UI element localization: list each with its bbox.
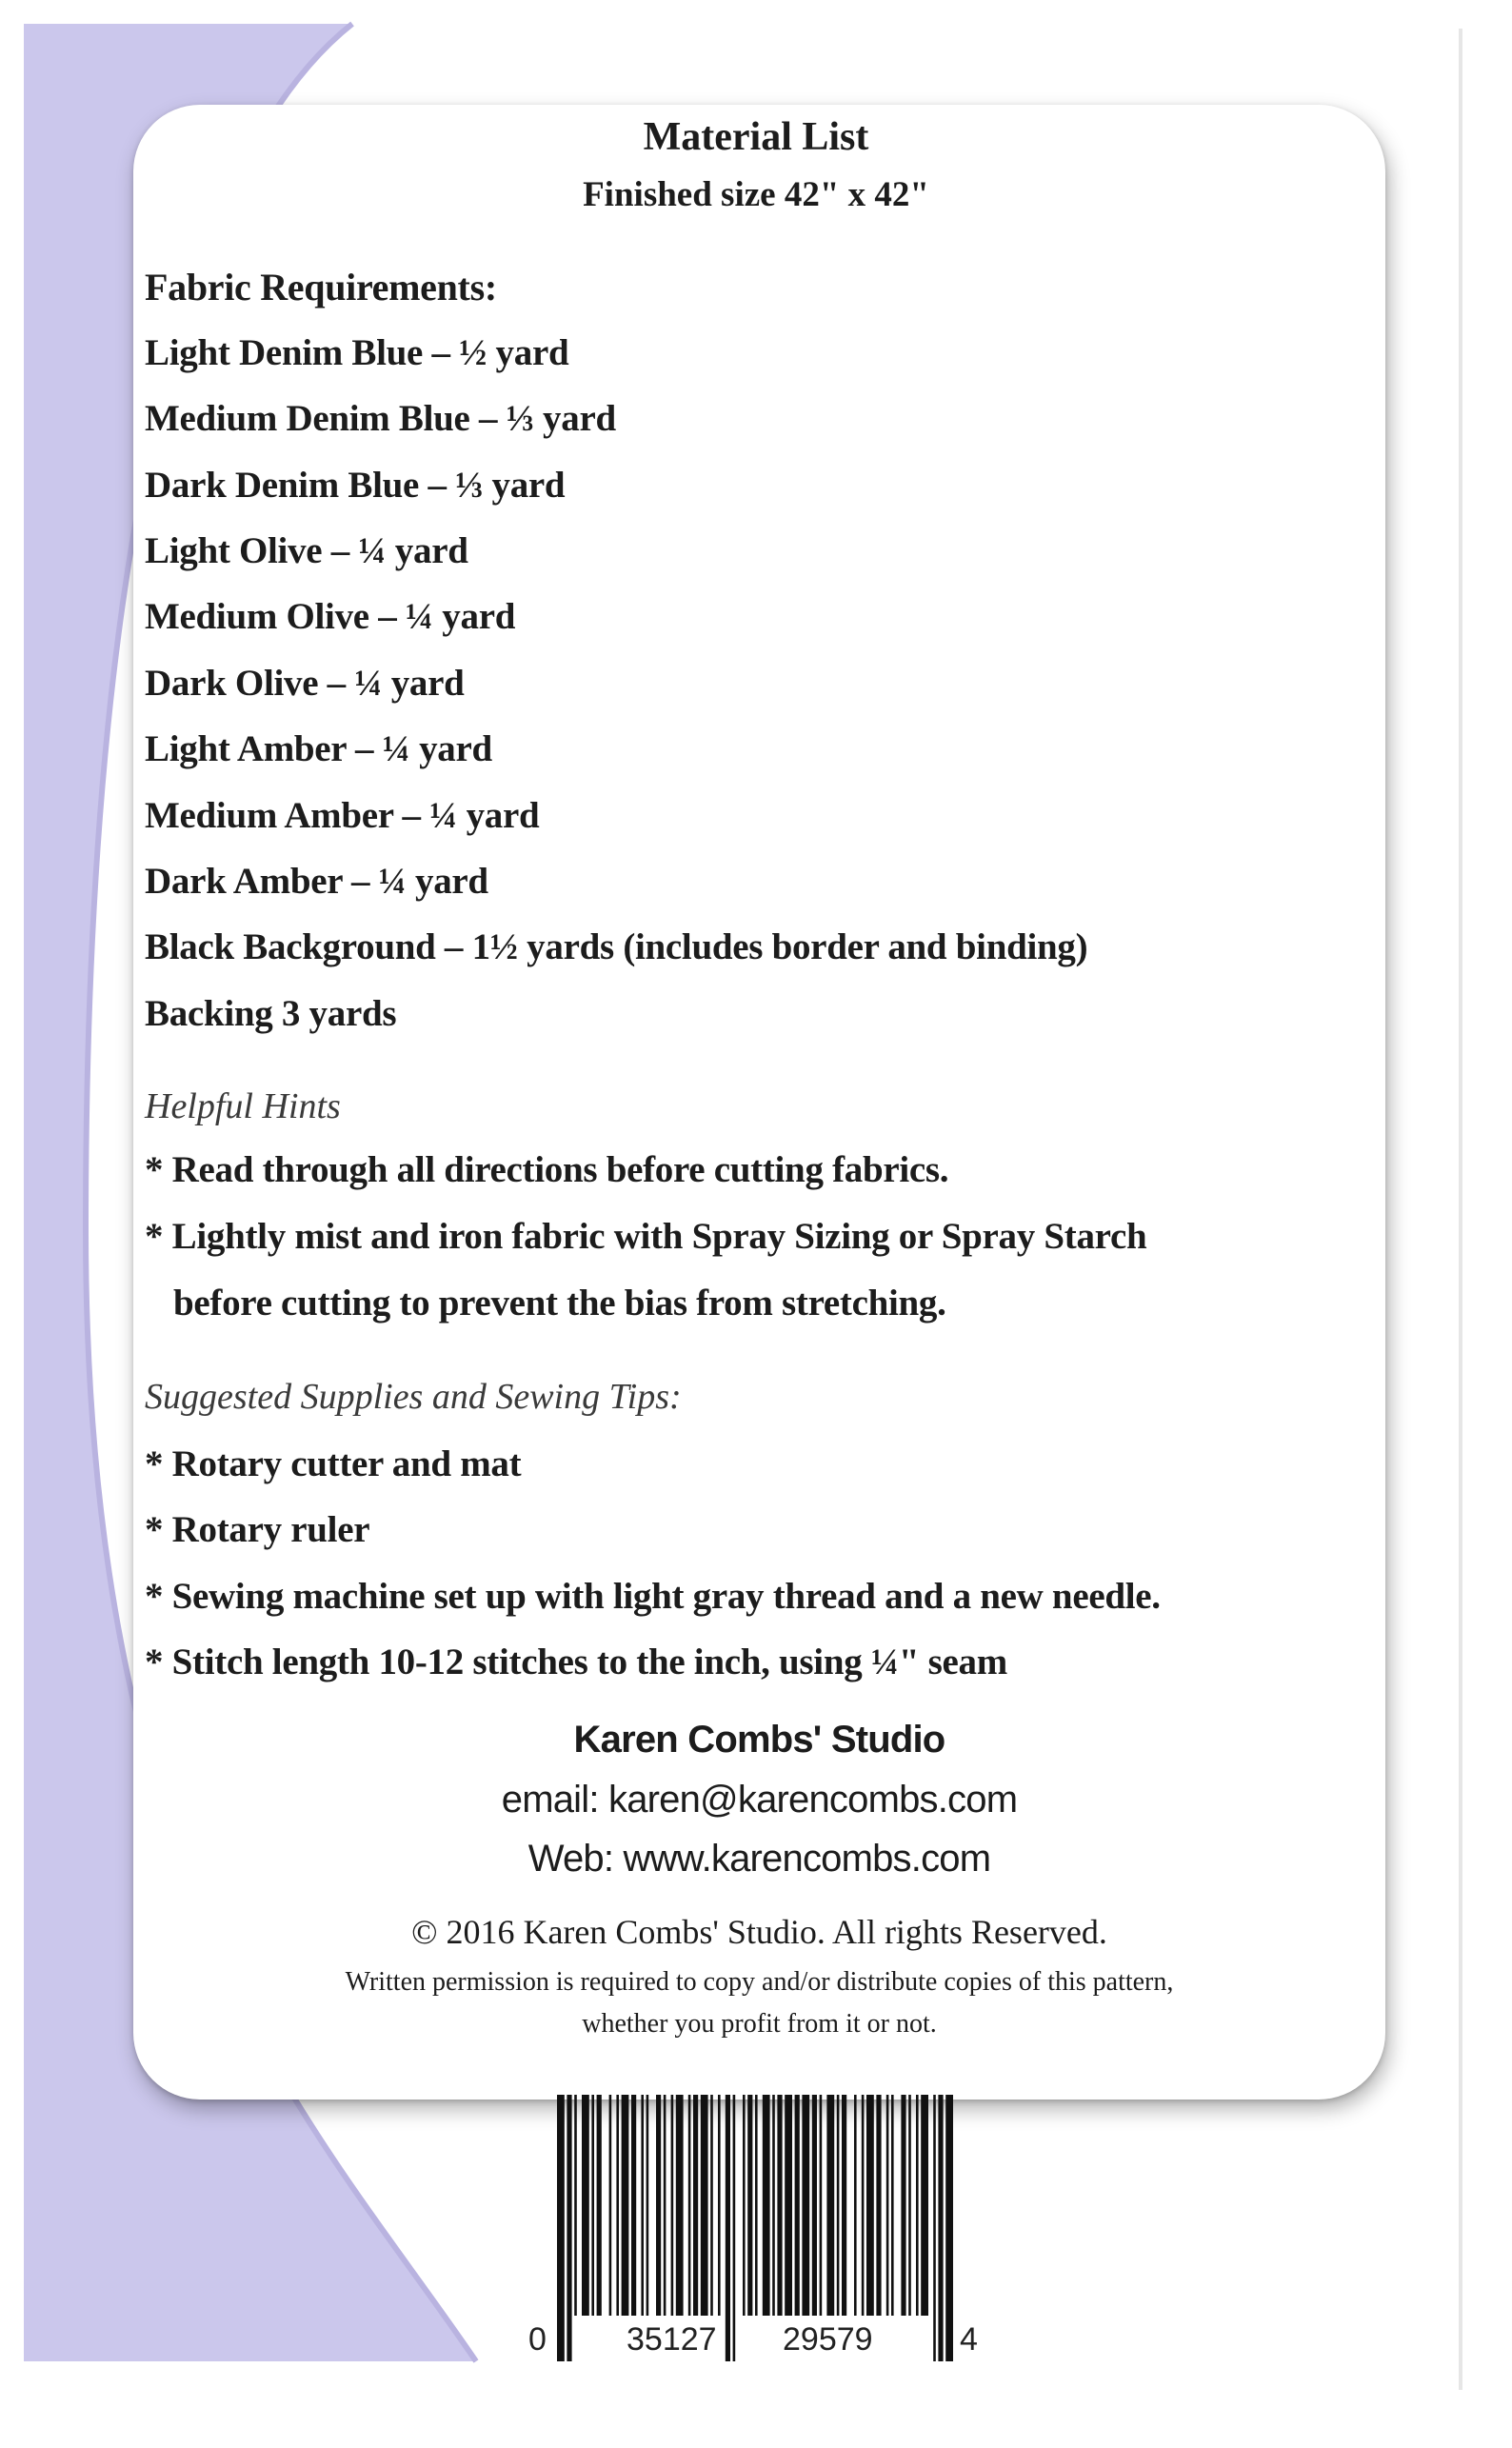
barcode-bar	[945, 2095, 953, 2361]
barcode-digit: 4	[960, 2321, 978, 2358]
barcode-bar	[866, 2095, 874, 2316]
barcode-bar	[609, 2095, 612, 2316]
barcode-bar	[726, 2095, 730, 2361]
fabric-heading: Fabric Requirements:	[145, 266, 497, 308]
supplies-heading: Suggested Supplies and Sewing Tips:	[145, 1377, 682, 1417]
fabric-item: Backing 3 yards	[145, 993, 397, 1034]
fabric-item: Light Amber – ¼ yard	[145, 728, 492, 769]
barcode-bar	[785, 2095, 792, 2316]
barcode-bar	[671, 2095, 674, 2316]
barcode-bar	[693, 2095, 698, 2316]
fabric-item: Dark Olive – ¼ yard	[145, 663, 465, 704]
barcode-bar	[647, 2095, 649, 2316]
web-label: Web:	[527, 1838, 614, 1880]
barcode-bar	[718, 2095, 721, 2316]
barcode-bar	[616, 2095, 619, 2316]
barcode-bar	[908, 2095, 911, 2316]
barcode-bar	[837, 2095, 840, 2316]
barcode-bar	[688, 2095, 691, 2316]
email-label: email:	[501, 1779, 599, 1821]
barcode-bar	[755, 2095, 758, 2316]
barcode-digit: 35127	[627, 2321, 717, 2358]
barcode-bar	[802, 2095, 809, 2316]
barcode-bar	[876, 2095, 881, 2316]
barcode-bar	[710, 2095, 713, 2316]
barcode-bar	[891, 2095, 894, 2316]
barcode-bar	[938, 2095, 943, 2361]
hint-item: * Read through all directions before cutting fabrics.	[145, 1149, 949, 1190]
barcode-bar	[747, 2095, 752, 2316]
barcode-bar	[574, 2095, 577, 2316]
page-edge-rule	[1459, 29, 1462, 2390]
barcode-bar	[933, 2095, 936, 2361]
barcode-bar	[812, 2095, 817, 2316]
barcode-bar	[582, 2095, 589, 2316]
barcode-bar	[795, 2095, 800, 2316]
permission-line-1: Written permission is required to copy and/or distribute copies of this pattern,	[345, 1967, 1174, 1997]
barcode-bar	[733, 2095, 736, 2361]
fabric-item: Black Background – 1½ yards (includes border and binding)	[145, 926, 1088, 967]
fabric-item: Dark Amber – ¼ yard	[145, 861, 488, 902]
barcode-bar	[743, 2095, 746, 2316]
permission-line-2: whether you profit from it or not.	[582, 2009, 937, 2039]
barcode-bar	[591, 2095, 594, 2316]
barcode-bar	[886, 2095, 889, 2316]
copyright-notice: © 2016 Karen Combs' Studio. All rights Reserved.	[411, 1913, 1107, 1951]
barcode-bar	[664, 2095, 666, 2316]
hint-item: * Lightly mist and iron fabric with Spray Sizing or Spray Starch	[145, 1216, 1147, 1257]
barcode-bar	[567, 2095, 571, 2361]
barcode-bar	[772, 2095, 775, 2316]
barcode-bar	[701, 2095, 708, 2316]
barcode-digit: 0	[528, 2321, 547, 2358]
barcode-bar	[631, 2095, 636, 2316]
barcode-bar	[826, 2095, 834, 2316]
barcode-bar	[641, 2095, 644, 2316]
fabric-item: Medium Amber – ¼ yard	[145, 795, 540, 836]
barcode-bar	[597, 2095, 602, 2316]
barcode-bar	[921, 2095, 928, 2316]
barcode-bar	[862, 2095, 865, 2316]
supply-item: * Stitch length 10-12 stitches to the inch, using ¼" seam	[145, 1642, 1007, 1682]
barcode-bar	[854, 2095, 857, 2316]
email-link[interactable]: karen@karencombs.com	[608, 1779, 1018, 1821]
barcode-bar	[622, 2095, 629, 2316]
barcode-bar	[656, 2095, 661, 2316]
helpful-hints-heading: Helpful Hints	[145, 1086, 341, 1126]
web-link[interactable]: www.karencombs.com	[623, 1838, 991, 1880]
barcode-bar	[676, 2095, 684, 2316]
fabric-item: Medium Denim Blue – ⅓ yard	[145, 398, 616, 439]
fabric-item: Light Denim Blue – ½ yard	[145, 332, 569, 373]
studio-email	[133, 1779, 1385, 1821]
fabric-item: Light Olive – ¼ yard	[145, 530, 468, 571]
fabric-item: Medium Olive – ¼ yard	[145, 596, 516, 637]
barcode	[528, 2095, 976, 2371]
supply-item: * Sewing machine set up with light gray thread and a new needle.	[145, 1576, 1161, 1617]
barcode-bar	[916, 2095, 919, 2316]
hint-item-continued: before cutting to prevent the bias from stretching.	[173, 1283, 946, 1324]
barcode-bar	[777, 2095, 782, 2316]
barcode-bar	[901, 2095, 905, 2316]
supply-item: * Rotary cutter and mat	[145, 1443, 522, 1484]
barcode-digit: 29579	[783, 2321, 873, 2358]
studio-name: Karen Combs' Studio	[573, 1719, 945, 1761]
barcode-bar	[820, 2095, 823, 2316]
finished-size: Finished size 42" x 42"	[583, 175, 929, 214]
supply-item: * Rotary ruler	[145, 1509, 370, 1550]
page-title: Material List	[643, 115, 869, 159]
studio-web	[133, 1838, 1385, 1881]
barcode-bar	[763, 2095, 770, 2316]
barcode-bar	[557, 2095, 565, 2361]
fabric-item: Dark Denim Blue – ⅓ yard	[145, 465, 566, 506]
barcode-bar	[842, 2095, 846, 2316]
